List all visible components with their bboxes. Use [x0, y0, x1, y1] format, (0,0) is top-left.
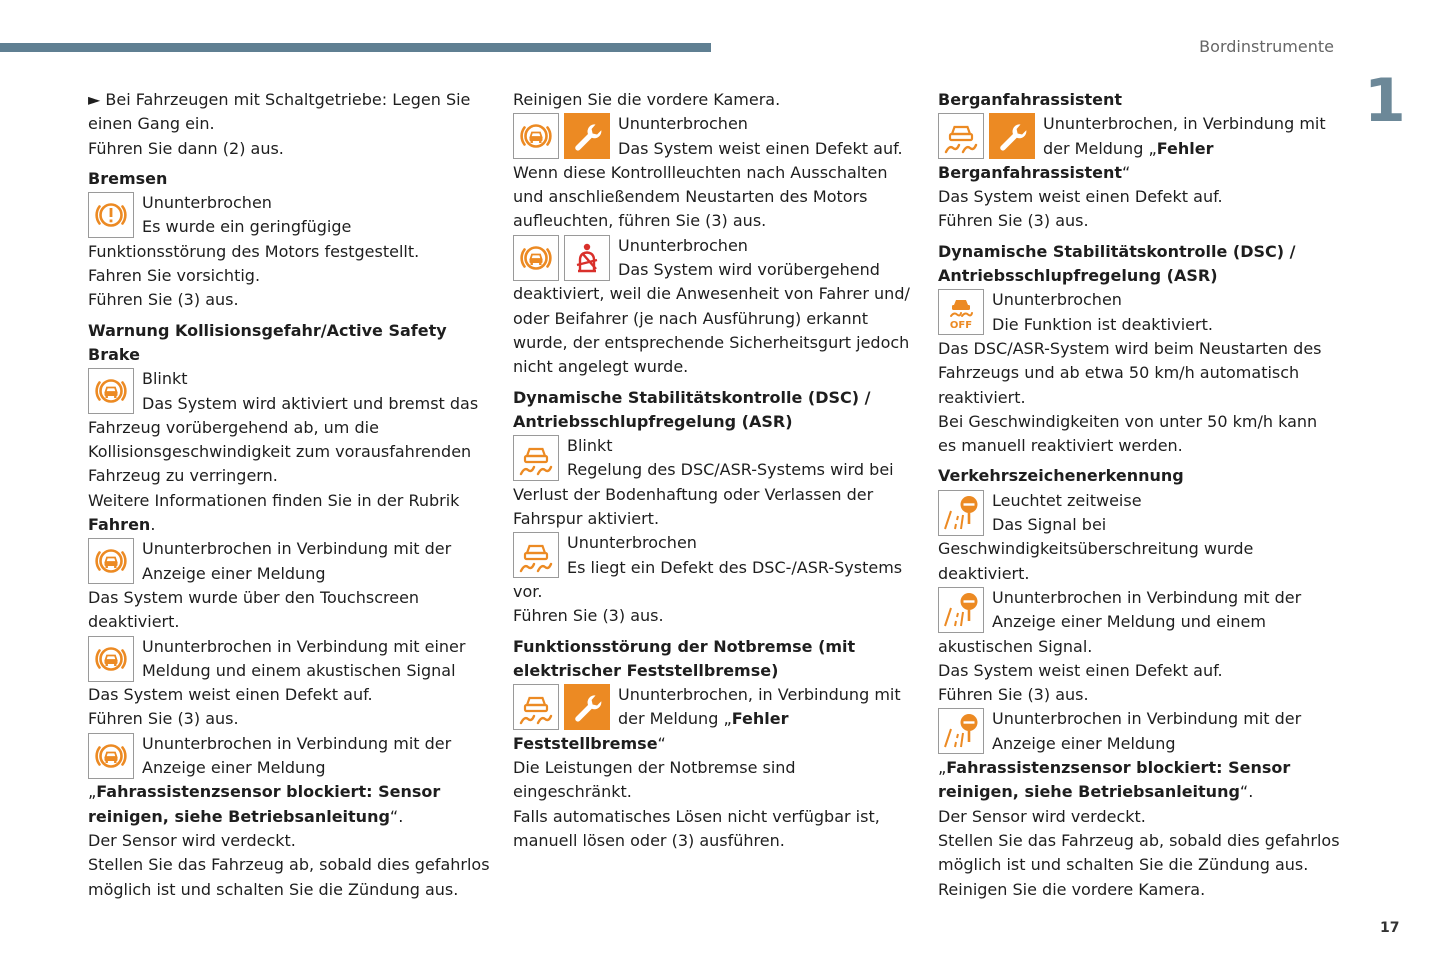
- paragraph: Stellen Sie das Fahrzeug ab, sobald dies gefahrlos möglich ist und schalten Sie die Zündung aus.: [938, 830, 1340, 875]
- text-column-2: [513, 88, 913, 853]
- paragraph: Ununterbrochen in Verbindung mit der Anzeige einer Meldung: [142, 539, 452, 583]
- active-safety-brake-icon: [513, 235, 559, 281]
- paragraph: Das System wird aktiviert und bremst das Fahrzeug vorübergehend ab, um die Kollisionsgeschwindigkeit zum vorausfahrenden Fahrzeug zu verringern.: [88, 393, 479, 486]
- dsc-skid-icon: [513, 435, 559, 481]
- section-heading-traffic-sign: Verkehrszeichenerkennung: [938, 466, 1184, 486]
- indicator-state: Leuchtet zeitweise: [992, 490, 1142, 510]
- paragraph: Ununterbrochen in Verbindung mit der Anzeige einer Meldung: [992, 709, 1302, 753]
- wrench-icon: [989, 113, 1035, 159]
- dsc-off-icon: [938, 289, 984, 335]
- active-safety-brake-icon: [88, 368, 134, 414]
- chapter-number: 1: [1364, 66, 1406, 136]
- indicator-state: Ununterbrochen: [618, 114, 748, 134]
- paragraph: Wenn diese Kontrollleuchten nach Ausschalten und anschließendem Neustarten des Motors aufleuchten, führen Sie (3) aus.: [513, 162, 888, 231]
- section-heading-emergency-brake: Funktionsstörung der Notbremse (mit elektrischer Feststellbremse): [513, 636, 856, 680]
- text: Weitere Informationen finden Sie in der Rubrik: [88, 490, 460, 510]
- indicator-state: Blinkt: [567, 436, 613, 456]
- indicator-icons: [88, 636, 134, 682]
- message-bold: Fahrassistenzsensor blockiert: Sensor reinigen, siehe Betriebsanleitung: [88, 782, 441, 826]
- text-column-3: [938, 88, 1340, 902]
- wrench-icon: [564, 113, 610, 159]
- paragraph: Stellen Sie das Fahrzeug ab, sobald dies gefahrlos möglich ist und schalten Sie die Zündung aus.: [88, 855, 490, 899]
- paragraph: Die Leistungen der Notbremse sind eingeschränkt.: [513, 758, 796, 802]
- dsc-skid-icon: [513, 684, 559, 730]
- indicator-state: Ununterbrochen: [142, 193, 272, 213]
- indicator-icons: [88, 538, 134, 584]
- paragraph: Ununterbrochen in Verbindung mit der Anzeige einer Meldung: [142, 733, 452, 778]
- text: .: [150, 515, 156, 535]
- dsc-off-label: OFF: [949, 320, 973, 332]
- text: “.: [389, 806, 404, 826]
- paragraph: Führen Sie (3) aus.: [88, 709, 239, 729]
- dsc-skid-icon: [938, 113, 984, 159]
- paragraph: Führen Sie (3) aus.: [513, 606, 664, 626]
- paragraph: Reinigen Sie die vordere Kamera.: [938, 879, 1206, 899]
- section-heading-hill-start: Berganfahrassistent: [938, 90, 1123, 109]
- text: “: [1122, 162, 1131, 182]
- seatbelt-icon: [564, 235, 610, 281]
- paragraph: Das System weist einen Defekt auf.: [938, 187, 1223, 207]
- paragraph: Ununterbrochen in Verbindung mit einer Meldung und einem akustischen Signal: [142, 636, 466, 680]
- section-heading-dsc: Dynamische Stabilitätskontrolle (DSC) / Antriebsschlupfregelung (ASR): [938, 241, 1296, 286]
- paragraph: Der Sensor wird verdeckt.: [88, 830, 296, 850]
- indicator-icons: [88, 368, 134, 414]
- paragraph: Die Funktion ist deaktiviert.: [992, 314, 1213, 334]
- active-safety-brake-icon: [88, 636, 134, 682]
- indicator-icons: [938, 587, 984, 633]
- header-accent-bar: [0, 43, 711, 52]
- page-header-title: Bordinstrumente: [1199, 37, 1334, 56]
- indicator-state: Ununterbrochen: [618, 235, 748, 255]
- traffic-sign-recognition-icon: [938, 587, 984, 633]
- paragraph: Das Signal bei Geschwindigkeitsüberschreitung wurde deaktiviert.: [938, 515, 1254, 583]
- paragraph: [88, 489, 490, 538]
- text: Ununterbrochen, in Verbindung mit der Meldung „: [1043, 114, 1326, 158]
- message-text: [88, 780, 490, 829]
- message-bold: Fahrassistenzsensor blockiert: Sensor reinigen, siehe Betriebsanleitung: [938, 758, 1291, 802]
- indicator-icons: [938, 490, 984, 536]
- indicator-icons: [513, 235, 610, 281]
- wrench-icon: [564, 684, 610, 730]
- paragraph: Führen Sie (3) aus.: [938, 685, 1089, 705]
- paragraph: Das System weist einen Defekt auf.: [618, 138, 903, 158]
- paragraph: Bei Geschwindigkeiten von unter 50 km/h kann es manuell reaktiviert werden.: [938, 411, 1318, 456]
- paragraph: Führen Sie dann (2) aus.: [88, 138, 284, 158]
- section-heading-collision-warning: Warnung Kollisionsgefahr/Active Safety Brake: [88, 320, 447, 364]
- paragraph: Es wurde ein geringfügige Funktionsstörung des Motors festgestellt.: [88, 217, 420, 261]
- paragraph: Das System wurde über den Touchscreen deaktiviert.: [88, 587, 420, 632]
- indicator-icons: [88, 192, 134, 238]
- paragraph: Das DSC/ASR-System wird beim Neustarten des Fahrzeugs und ab etwa 50 km/h automatisch reaktiviert.: [938, 338, 1322, 407]
- message-bold: Fehler Berganfahrassistent: [938, 138, 1214, 182]
- indicator-icons: [938, 113, 1035, 159]
- paragraph: Reinigen Sie die vordere Kamera.: [513, 90, 781, 109]
- page-number: 17: [1380, 920, 1400, 936]
- cross-reference: Fahren: [88, 515, 151, 535]
- text: Ununterbrochen, in Verbindung mit der Meldung „: [618, 685, 901, 729]
- text: „: [938, 758, 947, 778]
- paragraph: Das System wird vorübergehend deaktiviert, weil die Anwesenheit von Fahrer und/ oder Beifahrer (je nach Ausführung) erkannt wurde, der entsprechende Sicherheitsgurt jedoch nicht angelegt wurde.: [513, 260, 910, 377]
- message-text: [938, 756, 1340, 805]
- indicator-state: Ununterbrochen: [992, 290, 1122, 310]
- paragraph: Falls automatisches Lösen nicht verfügbar ist, manuell lösen oder (3) ausführen.: [513, 806, 880, 850]
- text: „: [88, 782, 97, 802]
- paragraph: Es liegt ein Defekt des DSC-/ASR-Systems vor.: [513, 557, 903, 601]
- paragraph: Das System weist einen Defekt auf.: [88, 685, 373, 705]
- paragraph: ► Bei Fahrzeugen mit Schaltgetriebe: Legen Sie einen Gang ein.: [88, 90, 471, 134]
- indicator-icons: [88, 733, 134, 779]
- indicator-icons: [513, 435, 559, 481]
- paragraph: Regelung des DSC/ASR-Systems wird bei Verlust der Bodenhaftung oder Verlassen der Fahrspur aktiviert.: [513, 460, 894, 529]
- traffic-sign-recognition-icon: [938, 708, 984, 754]
- indicator-icons: [513, 684, 610, 730]
- message-bold: Fehler Feststellbremse: [513, 709, 789, 753]
- paragraph: Fahren Sie vorsichtig.: [88, 266, 261, 286]
- indicator-icons: [513, 532, 559, 578]
- paragraph: Führen Sie (3) aus.: [938, 211, 1089, 231]
- traffic-sign-recognition-icon: [938, 490, 984, 536]
- dsc-skid-icon: [513, 532, 559, 578]
- paragraph: Das System weist einen Defekt auf.: [938, 660, 1223, 680]
- indicator-icons: [513, 113, 610, 159]
- section-heading-dsc: Dynamische Stabilitätskontrolle (DSC) / Antriebsschlupfregelung (ASR): [513, 387, 871, 431]
- indicator-icons: [938, 289, 984, 335]
- indicator-icons: [938, 708, 984, 754]
- text-column-1: [88, 88, 490, 902]
- text: “: [657, 733, 666, 753]
- brake-warning-icon: [88, 192, 134, 238]
- active-safety-brake-icon: [513, 113, 559, 159]
- indicator-state: Blinkt: [142, 369, 188, 389]
- paragraph: Ununterbrochen in Verbindung mit der Anzeige einer Meldung und einem akustischen Signal.: [938, 587, 1302, 656]
- indicator-state: Ununterbrochen: [567, 533, 697, 553]
- section-heading-bremsen: Bremsen: [88, 168, 168, 188]
- paragraph: Der Sensor wird verdeckt.: [938, 806, 1146, 826]
- active-safety-brake-icon: [88, 538, 134, 584]
- paragraph: Führen Sie (3) aus.: [88, 290, 239, 310]
- active-safety-brake-icon: [88, 733, 134, 779]
- text: “.: [1239, 782, 1254, 802]
